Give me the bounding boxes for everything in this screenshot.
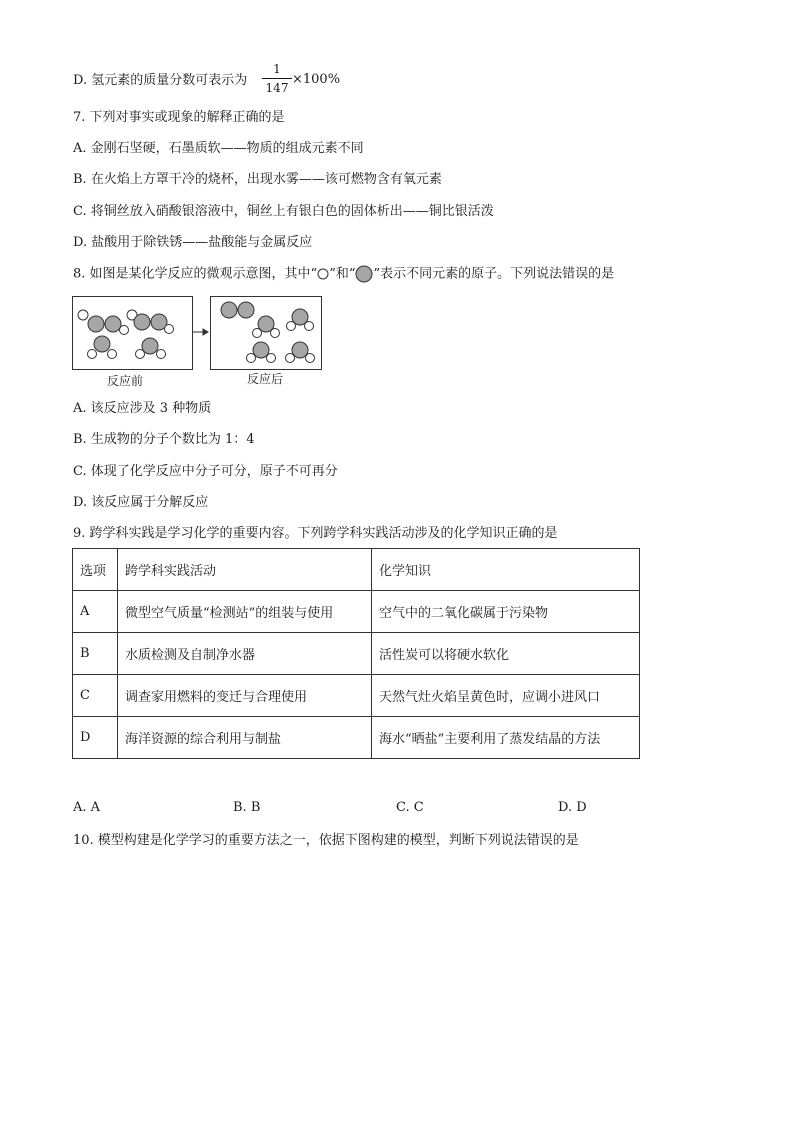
- fraction: [262, 62, 292, 95]
- before-molecule: [78, 310, 129, 335]
- caption-after: 反应后: [247, 372, 284, 386]
- fraction-bar: [262, 78, 292, 79]
- table-header-cell: 化学知识: [372, 549, 640, 591]
- table-cell: 海水“晒盐”主要利用了蒸发结晶的方法: [372, 717, 640, 759]
- q6-option-d-text: D. 氢元素的质量分数可表示为: [73, 73, 248, 88]
- fraction-denominator: 147: [265, 81, 289, 95]
- q9-answer-c: C. C: [396, 800, 424, 815]
- table-cell: D: [73, 717, 118, 759]
- table-cell: 海洋资源的综合利用与制盐: [118, 717, 372, 759]
- table-header-cell: 选项: [73, 549, 118, 591]
- q8-option-c: C. 体现了化学反应中分子可分，原子不可再分: [73, 464, 338, 479]
- q7-option-c: C. 将铜丝放入硝酸银溶液中，铜丝上有银白色的固体析出——铜比银活泼: [73, 204, 494, 219]
- q8-stem-part3: ”表示不同元素的原子。下列说法错误的是: [373, 266, 615, 282]
- table-row: [73, 675, 640, 717]
- before-molecule: [127, 310, 174, 334]
- reaction-arrow: [193, 329, 208, 335]
- q8-stem-part2: ”和“: [329, 266, 356, 282]
- table-cell: 空气中的二氧化碳属于污染物: [372, 591, 640, 633]
- table-cell: A: [73, 591, 118, 633]
- table-header-row: [73, 549, 640, 591]
- fraction-numerator: 1: [273, 62, 281, 76]
- q9-stem: 9. 跨学科实践是学习化学的重要内容。下列跨学科实践活动涉及的化学知识正确的是: [73, 526, 558, 541]
- q8-option-b: B. 生成物的分子个数比为 1：4: [73, 432, 255, 447]
- q9-answer-a: A. A: [73, 800, 101, 815]
- q9-answer-b: B. B: [233, 800, 261, 815]
- table-cell: 微型空气质量“检测站”的组装与使用: [118, 591, 372, 633]
- q7-option-a: A. 金刚石坚硬，石墨质软——物质的组成元素不同: [73, 141, 364, 156]
- before-molecule: [136, 338, 166, 359]
- q10-stem: 10. 模型构建是化学学习的重要方法之一，依据下图构建的模型，判断下列说法错误的是: [73, 833, 579, 848]
- caption-before: 反应前: [107, 374, 144, 388]
- q7-option-d: D. 盐酸用于除铁锈——盐酸能与金属反应: [73, 235, 313, 250]
- table-cell: B: [73, 633, 118, 675]
- white-atom-icon: [317, 268, 329, 280]
- after-molecule: [286, 342, 315, 363]
- table-cell: 水质检测及自制净水器: [118, 633, 372, 675]
- q9-table: [72, 548, 640, 759]
- table-cell: 活性炭可以将硬水软化: [372, 633, 640, 675]
- after-molecule: [253, 316, 280, 338]
- q7-stem: 7. 下列对事实或现象的解释正确的是: [73, 110, 285, 125]
- table-row: [73, 633, 640, 675]
- table-cell: 天然气灶火焰呈黄色时，应调小进风口: [372, 675, 640, 717]
- after-molecule: [247, 342, 276, 363]
- q9-answer-d: D. D: [558, 800, 587, 815]
- table-cell: C: [73, 675, 118, 717]
- fraction-suffix: ×100%: [292, 72, 341, 87]
- gray-atom-icon: [355, 265, 373, 283]
- table-row: [73, 591, 640, 633]
- q8-option-d: D. 该反应属于分解反应: [73, 495, 209, 510]
- after-molecule: [221, 302, 254, 318]
- table-header-cell: 跨学科实践活动: [118, 549, 372, 591]
- q8-stem-part1: 8. 如图是某化学反应的微观示意图，其中“: [73, 266, 318, 282]
- reaction-diagram: [72, 296, 352, 392]
- table-row: [73, 717, 640, 759]
- before-molecule: [88, 336, 117, 359]
- q7-option-b: B. 在火焰上方罩干冷的烧杯，出现水雾——该可燃物含有氧元素: [73, 172, 442, 187]
- table-cell: 调查家用燃料的变迁与合理使用: [118, 675, 372, 717]
- q8-option-a: A. 该反应涉及 3 种物质: [73, 401, 212, 416]
- after-molecule: [287, 309, 314, 331]
- q8-stem: [73, 265, 614, 284]
- q6-option-d: [73, 72, 247, 90]
